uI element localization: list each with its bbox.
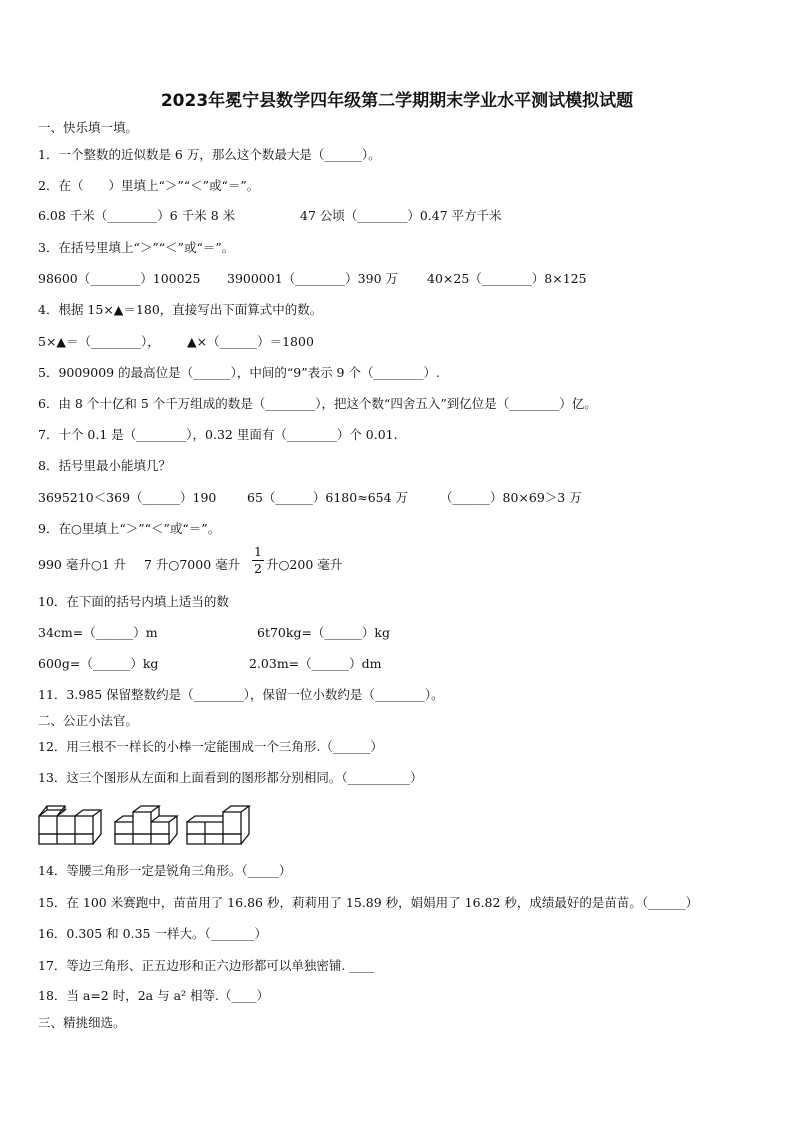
question-10-b: 6t70kg=（______）kg bbox=[257, 625, 391, 640]
question-5: 5．9009009 的最高位是（______），中间的“9”表示 9 个（________）. bbox=[38, 365, 440, 380]
section-heading-3: 三、精挑细选。 bbox=[38, 1015, 126, 1030]
cube-figures bbox=[38, 800, 258, 850]
question-10-a: 34cm=（______）m bbox=[38, 625, 158, 640]
question-2-b: 47 公顷（________）0.47 平方千米 bbox=[300, 208, 502, 223]
question-4-b: ▲×（______）＝1800 bbox=[187, 334, 314, 349]
question-3-b: 3900001（________）390 万 bbox=[227, 271, 399, 286]
question-7: 7．十个 0.1 是（________），0.32 里面有（________）个 0.01. bbox=[38, 427, 398, 442]
question-17: 17．等边三角形、正五边形和正六边形都可以单独密铺. ____ bbox=[38, 958, 375, 973]
question-12: 12．用三根不一样长的小棒一定能围成一个三角形.（______） bbox=[38, 739, 383, 754]
question-2-a: 6.08 千米（________）6 千米 8 米 bbox=[38, 208, 236, 223]
question-10-c: 600g=（______）kg bbox=[38, 656, 159, 671]
question-10: 10．在下面的括号内填上适当的数 bbox=[38, 594, 229, 609]
question-4: 4．根据 15×▲＝180，直接写出下面算式中的数。 bbox=[38, 302, 323, 317]
section-heading-2: 二、公正小法官。 bbox=[38, 713, 139, 728]
question-15: 15．在 100 米赛跑中，苗苗用了 16.86 秒，莉莉用了 15.89 秒，娟娟用了 16.82 秒，成绩最好的是苗苗。（______） bbox=[38, 895, 699, 910]
question-9-c: 升○200 毫升 bbox=[266, 557, 343, 572]
question-3-a: 98600（________）100025 bbox=[38, 271, 201, 286]
question-18: 18．当 a=2 时，2a 与 a² 相等.（____） bbox=[38, 988, 269, 1003]
question-14: 14．等腰三角形一定是锐角三角形。（_____） bbox=[38, 863, 292, 878]
question-8-b: 65（______）6180≈654 万 bbox=[247, 490, 409, 505]
question-9: 9．在○里填上“＞”“＜”或“＝”。 bbox=[38, 521, 221, 536]
question-3: 3．在括号里填上“＞”“＜”或“＝”。 bbox=[38, 240, 235, 255]
fraction-one-half bbox=[252, 545, 264, 576]
question-8: 8．括号里最小能填几？ bbox=[38, 458, 171, 473]
question-9-b: 7 升○7000 毫升 bbox=[144, 557, 241, 572]
question-8-a: 3695210＜369（______）190 bbox=[38, 490, 217, 505]
page-title: 2023年冕宁县数学四年级第二学期期末学业水平测试模拟试题 bbox=[160, 91, 634, 111]
question-10-d: 2.03m=（______）dm bbox=[249, 656, 382, 671]
cube-figure-3 bbox=[187, 806, 249, 844]
question-8-c: （______）80×69＞3 万 bbox=[440, 490, 582, 505]
question-6: 6．由 8 个十亿和 5 个千万组成的数是（________），把这个数“四舍五入”到亿位是（________）亿。 bbox=[38, 396, 597, 411]
question-4-a: 5×▲＝（________）， bbox=[38, 334, 160, 349]
fraction-denominator: 2 bbox=[254, 561, 262, 576]
cube-figure-2 bbox=[115, 806, 177, 844]
question-1: 1．一个整数的近似数是 6 万，那么这个数最大是（______）。 bbox=[38, 147, 381, 162]
question-9-a: 990 毫升○1 升 bbox=[38, 557, 127, 572]
question-3-c: 40×25（________）8×125 bbox=[427, 271, 587, 286]
question-11: 11．3.985 保留整数约是（________），保留一位小数约是（________）。 bbox=[38, 687, 444, 702]
question-2: 2．在（ ）里填上“＞”“＜”或“＝”。 bbox=[38, 178, 260, 193]
question-16: 16．0.305 和 0.35 一样大。（_______） bbox=[38, 926, 267, 941]
section-heading-1: 一、快乐填一填。 bbox=[38, 120, 139, 135]
fraction-numerator: 1 bbox=[254, 544, 262, 559]
cube-figure-1 bbox=[39, 806, 101, 844]
question-13: 13．这三个图形从左面和上面看到的图形都分别相同。（__________） bbox=[38, 770, 423, 785]
